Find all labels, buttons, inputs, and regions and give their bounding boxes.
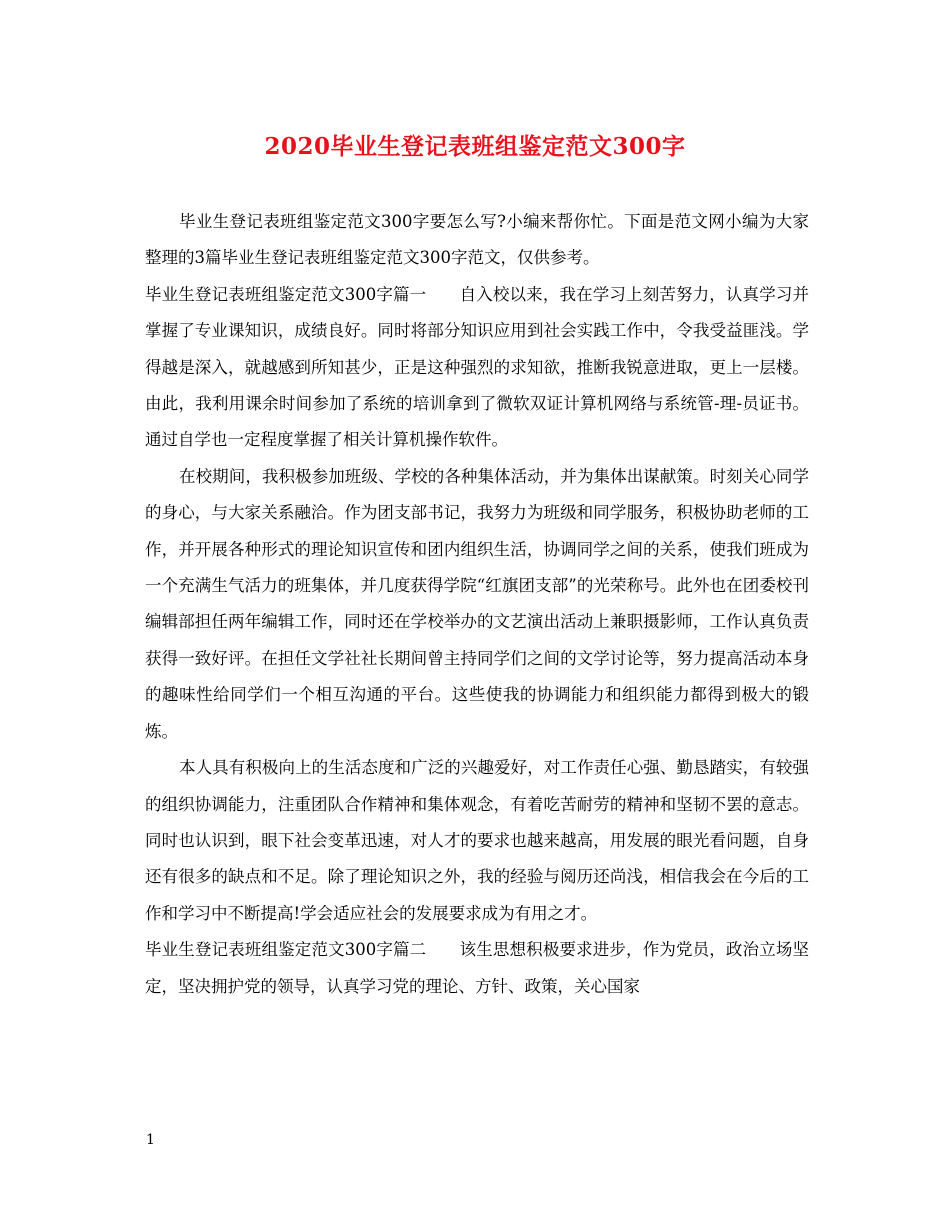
campus-activities-paragraph: 在校期间，我积极参加班级、学校的各种集体活动，并为集体出谋献策。时刻关心同学的身心，与大家关系融洽。作为团支部书记，我努力为班级和同学服务，积极协助老师的工作，并开展各种形式的理论知识宣传和团内组织生活，协调同学之间的关系，使我们班成为一个充满生气活力的班集体，并几度获得学院“红旗团支部”的光荣称号。此外也在团委校刊编辑部担任两年编辑工作，同时还在学校举办的文艺演出活动上兼职摄影师，工作认真负责获得一致好评。在担任文学社社长期间曾主持同学们之间的文学讨论等，努力提高活动本身的趣味性给同学们一个相互沟通的平台。这些使我的协调能力和组织能力都得到极大的锻炼。 xyxy=(145,466,809,741)
document-title: 2020毕业生登记表班组鉴定范文300字 xyxy=(264,133,686,160)
section-one-paragraph: 毕业生登记表班组鉴定范文300字篇一 自入校以来，我在学习上刻苦努力，认真学习并掌握了专业课知识，成绩良好。同时将部分知识应用到社会实践工作中，令我受益匪浅。学得越是深入，就越感到所知甚少，正是这种强烈的求知欲，推断我锐意进取，更上一层楼。由此，我利用课余时间参加了系统的培训拿到了微软双证计算机网络与系统管-理-员证书。通过自学也一定程度掌握了相关计算机操作软件。 xyxy=(145,284,809,450)
intro-paragraph: 毕业生登记表班组鉴定范文300字要怎么写?小编来帮你忙。下面是范文网小编为大家整理的3篇毕业生登记表班组鉴定范文300字范文，仅供参考。 xyxy=(145,212,809,268)
section-two-paragraph: 毕业生登记表班组鉴定范文300字篇二 该生思想积极要求进步，作为党员，政治立场坚定，坚决拥护党的领导，认真学习党的理论、方针、政策，关心国家 xyxy=(145,940,809,996)
document-body xyxy=(145,204,809,1005)
page-number: 1 xyxy=(146,1132,155,1148)
personal-qualities-paragraph: 本人具有积极向上的生活态度和广泛的兴趣爱好，对工作责任心强、勤恳踏实，有较强的组织协调能力，注重团队合作精神和集体观念，有着吃苦耐劳的精神和坚韧不罢的意志。同时也认识到，眼下社会变革迅速，对人才的要求也越来越高，用发展的眼光看问题，自身还有很多的缺点和不足。除了理论知识之外，我的经验与阅历还尚浅，相信我会在今后的工作和学习中不断提高!学会适应社会的发展要求成为有用之才。 xyxy=(145,758,809,923)
